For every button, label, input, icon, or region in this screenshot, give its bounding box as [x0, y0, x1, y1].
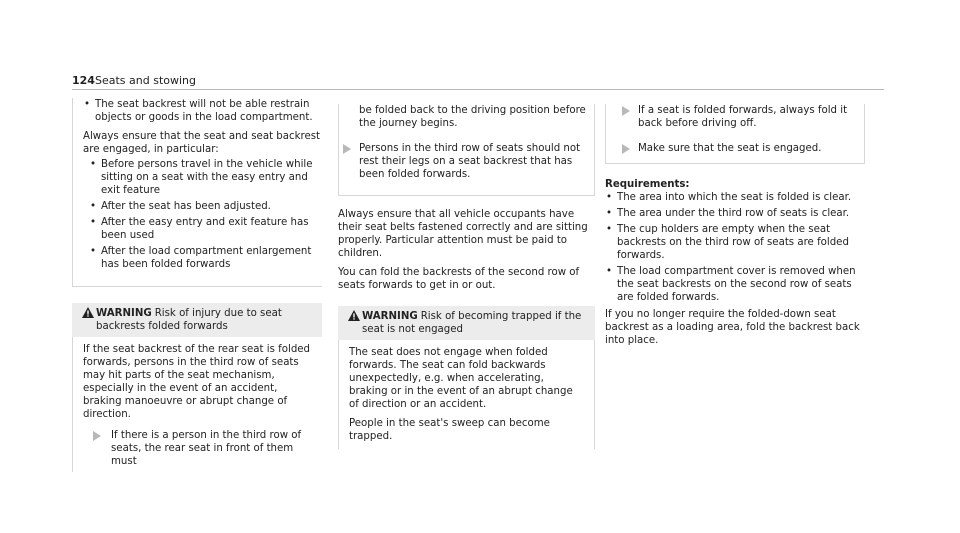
- instruction-text: Make sure that the seat is engaged.: [638, 143, 822, 154]
- warning-text: People in the seat's sweep can become trapped.: [349, 418, 550, 442]
- warning-title: Risk of becoming trapped if the seat is not engaged: [362, 311, 582, 335]
- warning-title: Risk of injury due to seat backrests folded forwards: [96, 308, 282, 332]
- requirements-title: Requirements:: [605, 179, 690, 190]
- page-header: [72, 72, 884, 90]
- list-item: • The area into which the seat is folded is clear.: [605, 191, 865, 204]
- column-1: [72, 98, 322, 472]
- warning-triangle-icon: [348, 310, 362, 325]
- continued-warning-frame: [338, 104, 595, 196]
- instruction-step: [339, 142, 594, 181]
- continued-warning-frame: [605, 104, 865, 164]
- requirements-list: [605, 191, 865, 304]
- list-item: • After the seat has been adjusted.: [89, 200, 322, 213]
- warning-label: WARNING: [96, 308, 152, 319]
- column-2: [338, 104, 595, 449]
- list-item: • The area under the third row of seats is clear.: [605, 207, 865, 220]
- instruction-text: Persons in the third row of seats should not rest their legs on a seat backrest that has been folded forwards.: [359, 143, 581, 180]
- paragraph: You can fold the backrests of the second row of seats forwards to get in or out.: [338, 267, 580, 291]
- nested-bullets: [89, 158, 322, 271]
- warning-body: [338, 340, 595, 449]
- warning-header: [338, 306, 595, 340]
- instruction-text: If there is a person in the third row of seats, the rear seat in front of them must: [111, 430, 302, 467]
- paragraph: Always ensure that all vehicle occupants have their seat belts fastened correctly and are sitting properly. Particular attention must be paid to children.: [338, 209, 588, 259]
- list-item: • The seat backrest will not be able restrain objects or goods in the load compartment.: [83, 98, 322, 124]
- info-frame: [72, 98, 322, 287]
- play-arrow-icon: [93, 431, 101, 441]
- column-3: [605, 104, 865, 353]
- warning-text: If the seat backrest of the rear seat is folded forwards, persons in the third row of seats may hit parts of the seat mechanism, especially in the event of an accident, braking manoeuvre or abrupt change of direction.: [83, 344, 311, 420]
- list-item: • The cup holders are empty when the seat backrests on the third row of seats are folded forwards.: [605, 223, 865, 262]
- instruction-step: [606, 142, 864, 155]
- warning-header: [72, 303, 322, 337]
- play-arrow-icon: [343, 144, 351, 154]
- list-item: • After the load compartment enlargement has been folded forwards: [89, 245, 322, 271]
- page-number: 124: [72, 74, 95, 87]
- warning-label: WARNING: [362, 311, 418, 322]
- list-item: • The load compartment cover is removed when the seat backrests on the second row of seats are folded forwards.: [605, 265, 865, 304]
- list-item: • Before persons travel in the vehicle while sitting on a seat with the easy entry and exit feature: [89, 158, 322, 197]
- instruction-text: If a seat is folded forwards, always fold it back before driving off.: [638, 105, 848, 129]
- warning-body: [72, 337, 322, 472]
- instruction-step: [339, 104, 594, 130]
- instruction-text: be folded back to the driving position before the journey begins.: [359, 105, 586, 129]
- warning-box: [72, 303, 322, 472]
- section-title: Seats and stowing: [95, 74, 197, 87]
- top-bullets: [83, 98, 322, 124]
- play-arrow-icon: [622, 106, 630, 116]
- closing-paragraph: If you no longer require the folded-down seat backrest as a loading area, fold the backrest back into place.: [605, 309, 860, 346]
- play-arrow-icon: [622, 144, 630, 154]
- instruction-step: [606, 104, 864, 130]
- warning-triangle-icon: [82, 307, 96, 322]
- warning-box: [338, 306, 595, 449]
- intro-text: Always ensure that the seat and seat backrest are engaged, in particular:: [83, 131, 321, 155]
- warning-text: The seat does not engage when folded forwards. The seat can fold backwards unexpectedly, e.g. when accelerating, braking or in the event of an abrupt change of direction or an accident.: [349, 347, 573, 410]
- list-item: • After the easy entry and exit feature has been used: [89, 216, 322, 242]
- instruction-step: [83, 429, 312, 468]
